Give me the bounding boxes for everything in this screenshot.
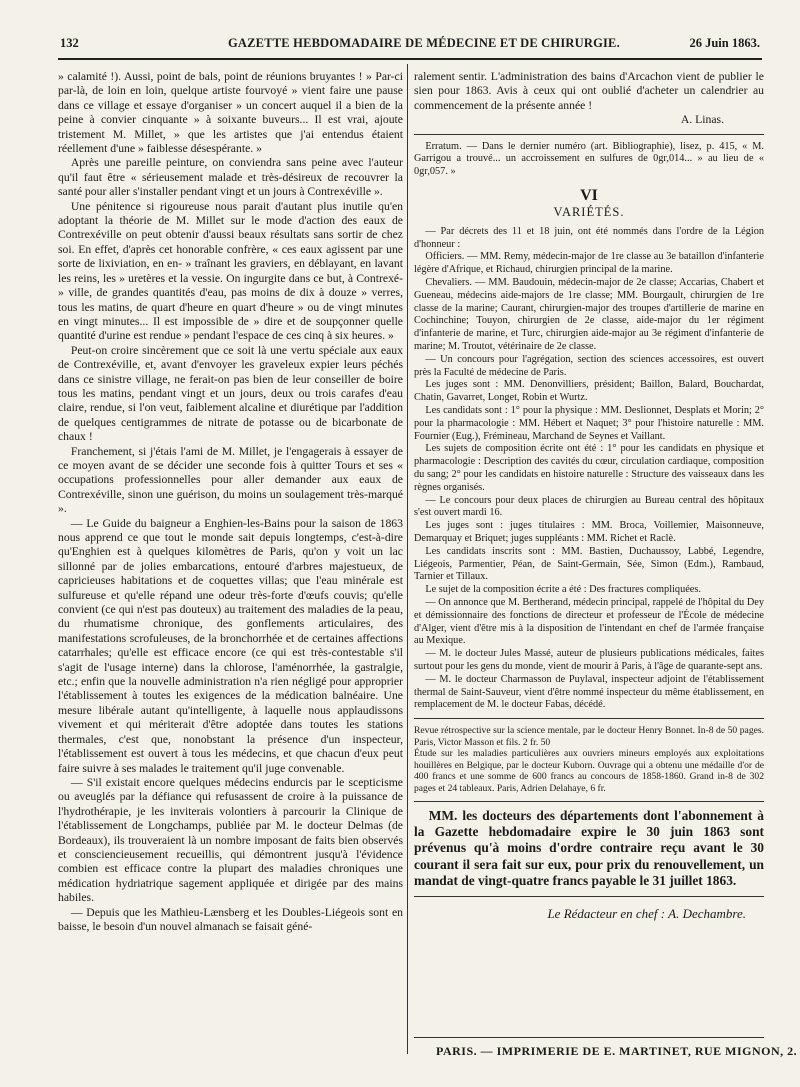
paragraph: ralement sentir. L'administration des bains d'Arcachon vient de publier le sien pour 1863. Avis à ceux qui ont oublié d'acheter un calendrier au commencement de la présente année ! <box>414 70 764 112</box>
right-column <box>414 70 764 921</box>
news-item: Chevaliers. — MM. Baudouin, médecin-major de 2e classe; Accarias, Chabert et Gueneau, médecins aide-majors de 1re classe; MM. Bourgault, chirurgien de 1re classe de la marine; Caurant, chirurgien-major des troupes d'artillerie de marine en Cochinchine; Touyon, chirurgien de 2e classe, aide-major du 1er régiment d'infanterie de marine, et Turc, chirurgien aide-major au 3e régiment d'infanterie de marine; M. Troutot, vétérinaire de 2e classe. <box>414 277 764 352</box>
ad-item: Étude sur les maladies particulières aux ouvriers mineurs employés aux exploitations houillères en Belgique, par le docteur Kuborn. Ouvrage qui a obtenu une médaille d'or de 400 francs et une somme de 600 francs au concours de 1858-1860. Grand in-8 de 302 pages et 24 tableaux. Paris, Adrien Delahaye, 6 fr. <box>414 748 764 795</box>
divider <box>414 801 764 802</box>
divider <box>414 134 764 135</box>
news-item: — Par décrets des 11 et 18 juin, ont été nommés dans l'ordre de la Légion d'honneur : <box>414 225 764 250</box>
paragraph: Une pénitence si rigoureuse nous parait d'autant plus inutile qu'en adoptant la théorie de M. Millet sur le mode d'action des eaux de Contrexéville on peut obtenir d'aussi beaux résultats sans sortir de chez soi. En effet, d'après cet honorable confrère, « ces eaux agissent par une sorte de lixiviation, en en- » traînant les graviers, en déblayant, en lavant les reins, les » uretères et la vessie. On ingurgite dans ce but, à Contrexé- » ville, de grandes quantités d'eau, pas moins de dix à douze » verres, tous les matins, de quart d'heure en quart d'heure » ou de vingt minutes en vingt minutes... Il est impossible de » dire et de soupçonner quelle quantité d'urine est rendue » pendant l'espace de ces cinq à six heures. » <box>58 199 403 343</box>
paragraph: Franchement, si j'étais l'ami de M. Millet, je l'engagerais à essayer de ce moyen avant de se décider une seconde fois à quitter Tours et ses « occupations professionnelles pour aller demander aux eaux de Contrexéville, sinon une guérison, du moins un soulagement très-marqué ». <box>58 444 403 516</box>
paragraph: Après une pareille peinture, on conviendra sans peine avec l'auteur qu'il faut être « sérieusement malade et très-désireux de recouvrer la santé pour aller s'installer pendant vingt et un jours à Contrexéville ». <box>58 156 403 199</box>
page-number: 132 <box>60 36 79 50</box>
news-item: — Le concours pour deux places de chirurgien au Bureau central des hôpitaux s'est ouvert mardi 16. <box>414 494 764 519</box>
news-item: Les candidats sont : 1° pour la physique : MM. Deslionnet, Desplats et Morin; 2° pour la pharmacologie : MM. Hébert et Naquet; 3° pour l'histoire naturelle : MM. Fournier (Eug.), Frémineau, Marchand de Seynes et Vaillant. <box>414 404 764 442</box>
paragraph: — Depuis que les Mathieu-Lænsberg et les Doubles-Liégeois sont en baisse, le besoin d'un nouvel almanach se faisait géné- <box>58 905 403 933</box>
column-separator <box>407 64 408 1054</box>
news-item: — On annonce que M. Bertherand, médecin principal, rappelé de l'hôpital du Dey et démissionnaire des fonctions de directeur et professeur de l'École de médecine d'Alger, vient d'être mis à la disposition de l'intendant en chef de l'armée française au Mexique. <box>414 596 764 647</box>
news-item: — Un concours pour l'agrégation, section des sciences accessoires, est ouvert près la Faculté de médecine de Paris. <box>414 353 764 378</box>
divider <box>414 718 764 719</box>
paragraph: — S'il existait encore quelques médecins endurcis par le scepticisme ou aveuglés par la défiance qui refusassent de croire à la puissance de l'hydrothérapie, je les inviterais volontiers à parcourir la Clinique de l'établissement de Longchamps, publiée par M. le docteur Delmas (de Bordeaux), ils trouveraient là un nombre imposant de faits bien observés et consciencieusement recueillis, qui démontrent jusqu'à l'évidence combien est efficace contre la plupart des maladies chroniques une médication hydriatrique sagement appliquée et dirigée par des mains habiles. <box>58 775 403 905</box>
varietes-body <box>414 226 764 712</box>
advertisements <box>414 725 764 795</box>
divider <box>414 896 764 897</box>
subscription-notice: MM. les docteurs des départements dont l'abonnement à la Gazette hebdomadaire expire le 30 juin 1863 sont prévenus qu'à moins d'ordre contraire reçu avant le 30 courant il sera fait sur eux, pour prix du renouvellement, un mandat de vingt-quatre francs payable le 31 juillet 1863. <box>414 807 764 889</box>
paragraph: — Le Guide du baigneur a Enghien-les-Bains pour la saison de 1863 nous apprend ce que tout le monde sait depuis longtemps, c'est-à-dire qu'Enghien est à quelques kilomètres de Paris, qu'on y voit un lac sillonné par de jolies embarcations, entouré d'arbres majestueux, de capricieuses habitations et de coquettes villas; que l'eau minérale est sulfureuse et qu'elle répand une odeur très-forte d'œufs couvis; qu'elle convient (ce qui n'est pas douteux) au traitement des maladies de la peau, du rhumatisme chronique, des gonflements articulaires, des manifestations scrofuleuses, de la bronchorrhée et de certaines affections catarrhales; qu'elle est efficace encore (ce qui est très-contestable s'il s'agit de l'usage interne) dans la chlorose, l'aménorrhée, la gastralgie, etc.; enfin que la nouvelle administration n'a rien négligé pour approprier l'établissement à toutes les exigences de la médication balnéaire. Une mesure libérale autant qu'intelligente, à laquelle nous applaudissons vivement et qui mériterait d'être adoptée dans toutes les stations thermales, c'est que, nonobstant la présence d'un inspecteur, l'établissement est ouvert à tous les médecins, et que chacun d'eux peut faire suivre à ses malades le traitement qu'il juge convenable. <box>58 516 403 775</box>
news-item: Les juges sont : juges titulaires : MM. Broca, Voillemier, Maisonneuve, Demarquay et Briquet; juges suppléants : MM. Richet et Raclè. <box>414 520 764 544</box>
signature: A. Linas. <box>680 113 724 127</box>
editor-credit: Le Rédacteur en chef : A. Dechambre. <box>547 905 746 921</box>
printer-imprint: PARIS. — IMPRIMERIE DE E. MARTINET, RUE MIGNON, 2. <box>436 1044 798 1058</box>
issue-date: 26 Juin 1863. <box>689 36 760 50</box>
page-header <box>60 36 760 56</box>
ad-item: Revue rétrospective sur la science mentale, par le docteur Henry Bonnet. In-8 de 50 pages. Paris, Victor Masson et fils. 2 fr. 50 <box>414 725 764 748</box>
left-column <box>58 70 403 934</box>
section-number: VI <box>580 187 598 205</box>
footer-rule <box>414 1037 764 1038</box>
paragraph: » calamité !). Aussi, point de bals, point de réunions bruyantes ! » Par-ci par-là, de loin en loin, quelque artiste fourvoyé » vient faire une pause dans ce village et essaye d'organiser » un concert auquel il a bien de la peine à convier cinquante » à soixante buveurs... Il est vrai, ajoute tristement M. Millet, » que les artistes que j'ai entendus étaient réellement d'une » faiblesse désespérante. » <box>58 70 403 156</box>
news-item: Les sujets de composition écrite ont été : 1° pour les candidats en physique et pharmacologie : Description des cavités du cœur, circulation cardiaque, composition du sang; 2° pour les candidats en histoire naturelle : Structure des vaisseaux dans les règnes organisés. <box>414 443 764 493</box>
header-rule <box>58 58 762 60</box>
erratum: Erratum. — Dans le dernier numéro (art. Bibliographie), lisez, p. 415, « M. Garrigou a trouvé... un accroissement en sulfures de 0gr,014... » au lieu de « 0gr,057. » <box>414 140 764 178</box>
news-item: Les juges sont : MM. Denonvilliers, président; Baillon, Balard, Bouchardat, Chatin, Gavarret, Longet, Robin et Wurtz. <box>414 379 764 404</box>
news-item: Les candidats inscrits sont : MM. Bastien, Duchaussoy, Labbé, Legendre, Liégeois, Parmentier, Péan, de Saint-Germain, Sée, Simon (Edm.), Rambaud, Tarnier et Tillaux. <box>414 545 764 583</box>
journal-title: GAZETTE HEBDOMADAIRE DE MÉDECINE ET DE CHIRURGIE. <box>228 36 620 50</box>
news-item: — M. le docteur Charmasson de Puylaval, inspecteur adjoint de l'établissement thermal de Saint-Sauveur, vient d'être nommé inspecteur du même établissement, en remplacement de M. le docteur Fabas, décédé. <box>414 673 764 711</box>
news-item: Le sujet de la composition écrite a été : Des fractures compliquées. <box>425 584 701 596</box>
paragraph: Peut-on croire sincèrement que ce soit là une vertu spéciale aux eaux de Contrexéville, et, avant d'envoyer les graveleux expier leurs péchés dans ce sinistre village, ne ferait-on pas bien de leur conseiller de boire tous les matins, pendant vingt et un jours, deux ou trois carafes d'eau claire, rendue, si l'on veut, faiblement alcaline et diurétique par l'addition de quelques centigrammes de nitrate de potasse ou de bicarbonate de chaux ! <box>58 343 403 444</box>
section-title: VARIÉTÉS. <box>553 205 625 220</box>
news-item: — M. le docteur Jules Massé, auteur de plusieurs publications médicales, faites surtout pour les gens du monde, vient de mourir à Paris, à l'âge de quarante-sept ans. <box>414 648 764 672</box>
news-item: Officiers. — MM. Remy, médecin-major de 1re classe au 3e bataillon d'infanterie légère d'Afrique, et Richaud, chirurgien principal de la marine. <box>414 251 764 276</box>
